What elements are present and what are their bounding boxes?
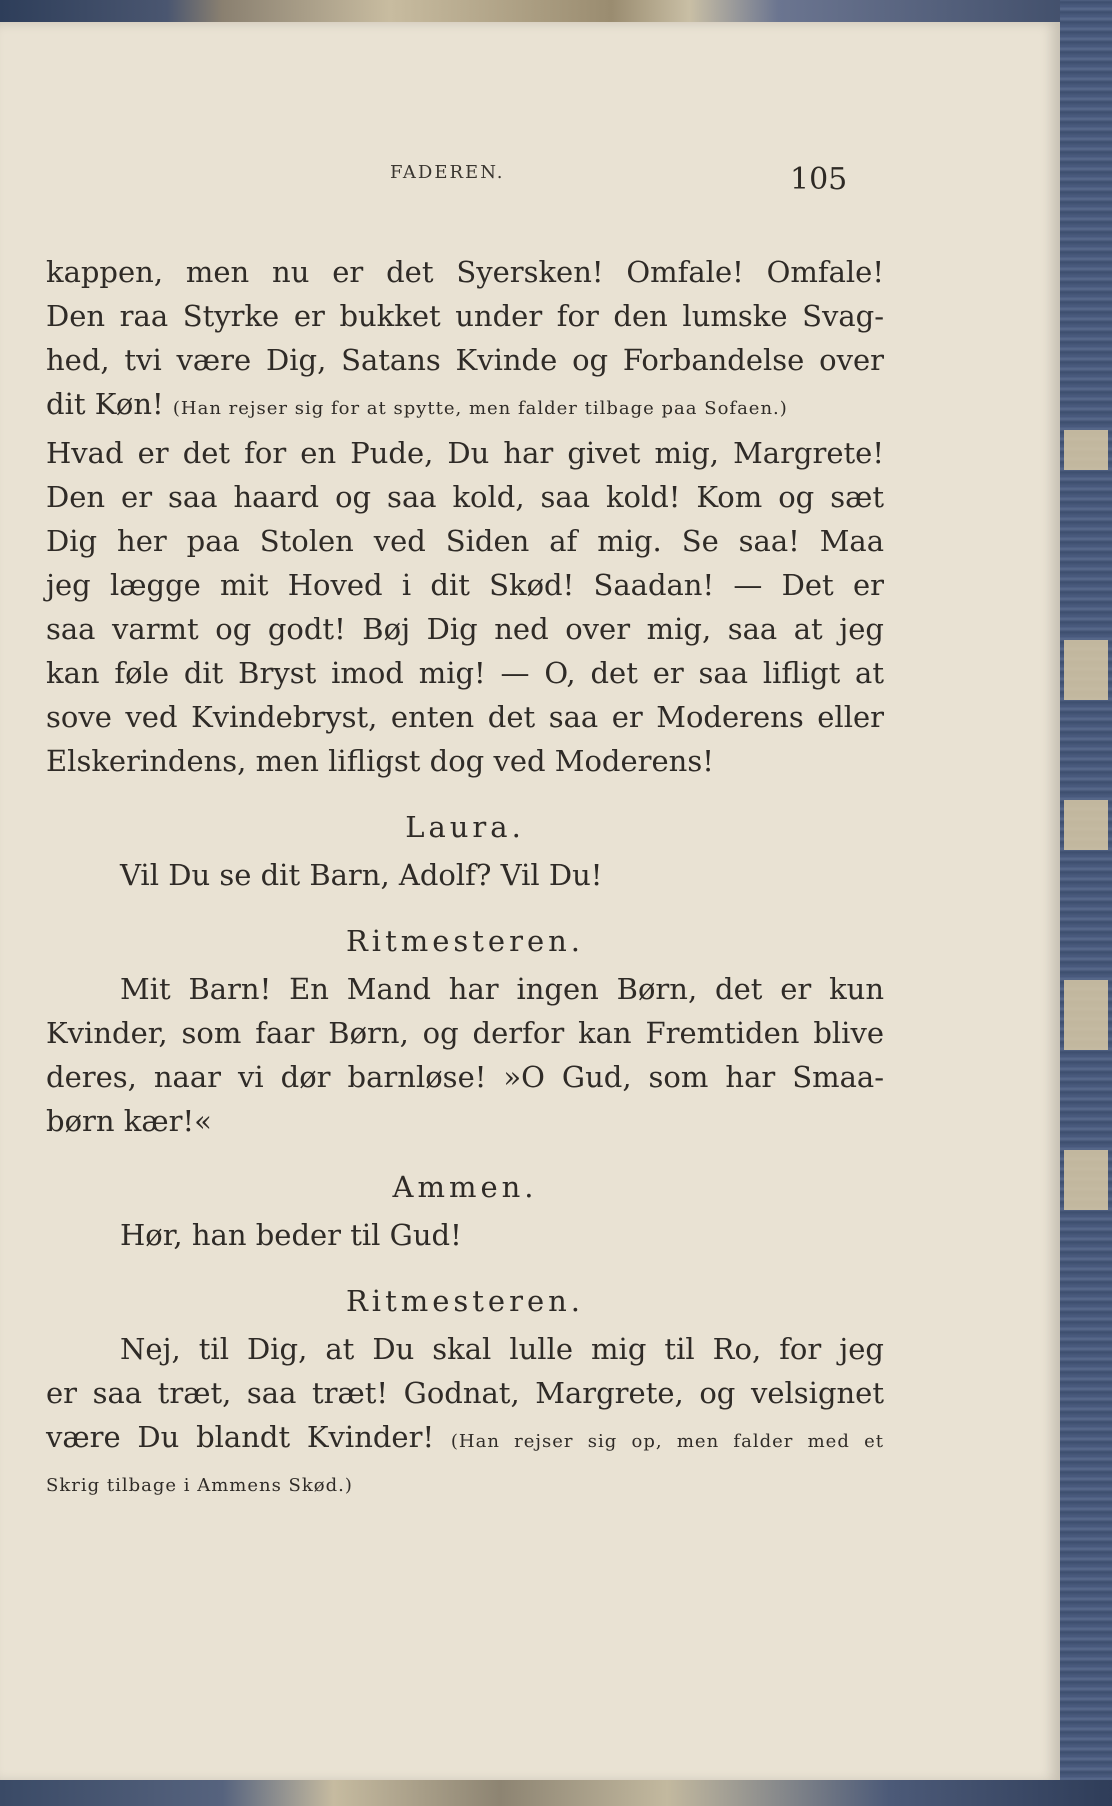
text-line: er saa træt, saa træt! Godnat, Margrete, og velsignet — [46, 1376, 884, 1410]
stage-direction: (Han rejser sig op, men falder med et — [450, 1431, 884, 1452]
text-line: Hør, han beder til Gud! — [120, 1218, 462, 1252]
text-line: Elskerindens, men lifligst dog ved Moderens! — [46, 744, 714, 778]
text-line: deres, naar vi dør barnløse! »O Gud, som har Smaa- — [46, 1060, 884, 1094]
text-line — [46, 1415, 884, 1464]
text-line: sove ved Kvindebryst, enten det saa er Moderens eller — [46, 700, 884, 734]
book-top-edge — [0, 0, 1112, 24]
torn-paper-mark — [1064, 800, 1108, 850]
text-line: Hvad er det for en Pude, Du har givet mig, Margrete! — [46, 436, 884, 470]
text-fragment: være Du blandt Kvinder! — [46, 1420, 435, 1454]
text-line: jeg lægge mit Hoved i dit Skød! Saadan! — Det er — [46, 568, 884, 602]
speaker-name: Laura. — [405, 810, 525, 844]
text-line: Vil Du se dit Barn, Adolf? Vil Du! — [120, 858, 603, 892]
book-page — [0, 22, 1060, 1782]
torn-paper-mark — [1064, 1150, 1108, 1210]
text-line: børn kær!« — [46, 1104, 212, 1138]
text-line — [46, 382, 884, 431]
running-head: FADEREN. — [390, 162, 505, 183]
book-cover-edge — [1060, 0, 1112, 1806]
torn-paper-mark — [1064, 430, 1108, 470]
page-text — [46, 250, 884, 1508]
torn-paper-mark — [1064, 640, 1108, 700]
text-line: kappen, men nu er det Syersken! Omfale! Omfale! — [46, 255, 884, 289]
text-line: hed, tvi være Dig, Satans Kvinde og Forbandelse over — [46, 343, 884, 377]
page-number: 105 — [790, 162, 848, 197]
text-line: Dig her paa Stolen ved Siden af mig. Se saa! Maa — [46, 524, 884, 558]
text-line: Kvinder, som faar Børn, og derfor kan Fremtiden blive — [46, 1016, 884, 1050]
text-fragment: dit Køn! — [46, 387, 164, 421]
speaker-name: Ritmesteren. — [345, 1284, 585, 1318]
text-line: Den er saa haard og saa kold, saa kold! Kom og sæt — [46, 480, 884, 514]
torn-paper-mark — [1064, 980, 1108, 1050]
text-line: Den raa Styrke er bukket under for den lumske Svag- — [46, 299, 884, 333]
speaker-name: Ritmesteren. — [345, 924, 585, 958]
text-line: kan føle dit Bryst imod mig! — O, det er saa lifligt at — [46, 656, 884, 690]
text-line: Mit Barn! En Mand har ingen Børn, det er kun — [120, 972, 884, 1006]
speaker-name: Ammen. — [392, 1170, 538, 1204]
stage-direction: (Han rejser sig for at spytte, men falder tilbage paa Sofaen.) — [172, 398, 788, 419]
book-bottom-edge — [0, 1780, 1112, 1806]
stage-direction: Skrig tilbage i Ammens Skød.) — [46, 1475, 353, 1496]
text-line: saa varmt og godt! Bøj Dig ned over mig, saa at jeg — [46, 612, 884, 646]
text-line: Nej, til Dig, at Du skal lulle mig til Ro, for jeg — [120, 1332, 884, 1366]
